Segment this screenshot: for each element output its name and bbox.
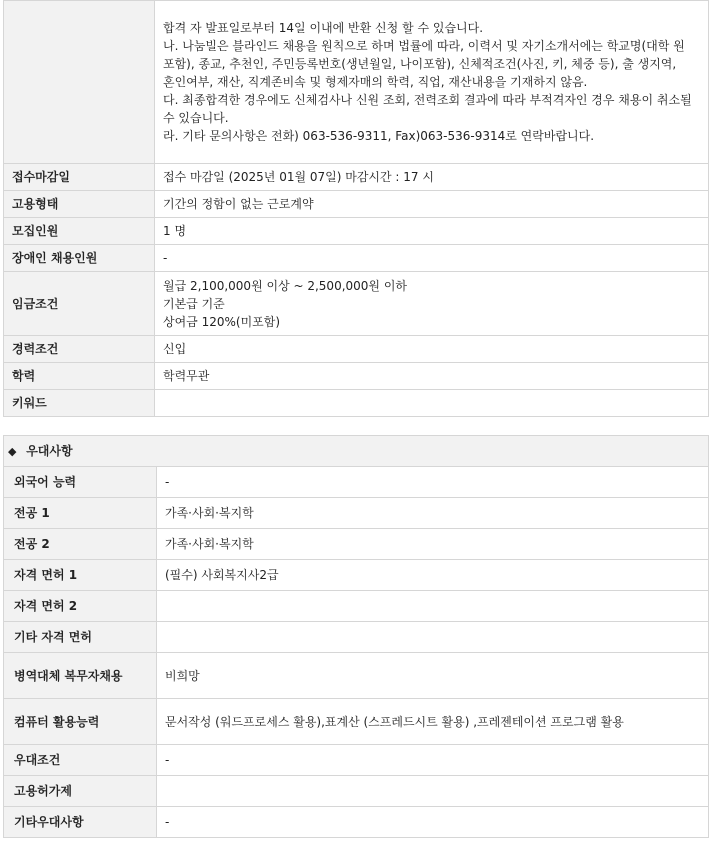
row-label: 기타우대사항 xyxy=(4,807,157,838)
headcount-value: 1 명 xyxy=(155,218,709,245)
other-license-value xyxy=(157,622,709,653)
table-row xyxy=(4,529,709,560)
section-spacer xyxy=(0,417,711,435)
table-row xyxy=(4,591,709,622)
table-row xyxy=(4,191,709,218)
career-value: 신입 xyxy=(155,336,709,363)
row-label: 모집인원 xyxy=(4,218,155,245)
computer-skill-value: 문서작성 (워드프로세스 활용),표계산 (스프레드시트 활용) ,프레젠테이션 프로그램 활용 xyxy=(157,699,709,745)
notice-line: 합격 자 발표일로부터 14일 이내에 반환 신청 할 수 있습니다. xyxy=(163,21,484,35)
table-row xyxy=(4,699,709,745)
employment-type-value: 기간의 정함이 없는 근로계약 xyxy=(155,191,709,218)
row-label: 임금조건 xyxy=(4,272,155,336)
row-label: 고용형태 xyxy=(4,191,155,218)
preference-table xyxy=(3,466,709,838)
table-row xyxy=(4,272,709,336)
table-row xyxy=(4,776,709,807)
row-label: 자격 면허 1 xyxy=(4,560,157,591)
deadline-value: 접수 마감일 (2025년 01월 07일) 마감시간 : 17 시 xyxy=(155,164,709,191)
row-label: 우대조건 xyxy=(4,745,157,776)
table-row xyxy=(4,622,709,653)
wage-value xyxy=(155,272,709,336)
license1-value: (필수) 사회복지사2급 xyxy=(157,560,709,591)
notice-line: 라. 기타 문의사항은 전화) 063-536-9311, Fax)063-536-9314로 연락바랍니다. xyxy=(163,129,595,143)
table-row xyxy=(4,245,709,272)
row-label: 전공 2 xyxy=(4,529,157,560)
table-row xyxy=(4,807,709,838)
row-label: 자격 면허 2 xyxy=(4,591,157,622)
preference-section-header xyxy=(3,435,709,466)
major1-value: 가족·사회·복지학 xyxy=(157,498,709,529)
row-label: 키워드 xyxy=(4,390,155,417)
row-label: 장애인 채용인원 xyxy=(4,245,155,272)
foreign-language-value: - xyxy=(157,467,709,498)
table-row xyxy=(4,745,709,776)
military-substitute-value: 비희망 xyxy=(157,653,709,699)
employment-permit-value xyxy=(157,776,709,807)
row-label: 고용허가제 xyxy=(4,776,157,807)
row-label: 컴퓨터 활용능력 xyxy=(4,699,157,745)
major2-value: 가족·사회·복지학 xyxy=(157,529,709,560)
notice-line: 다. 최종합격한 경우에도 신체검사나 신원 조회, 전력조회 결과에 따라 부적격자인 경우 채용이 취소될 수 있습니다. xyxy=(163,93,692,125)
row-label: 접수마감일 xyxy=(4,164,155,191)
keyword-value xyxy=(155,390,709,417)
table-row xyxy=(4,560,709,591)
job-conditions-table xyxy=(3,0,709,417)
preference-condition-value: - xyxy=(157,745,709,776)
table-row xyxy=(4,1,709,164)
table-row xyxy=(4,653,709,699)
diamond-icon: ◆ xyxy=(8,445,17,458)
table-row xyxy=(4,467,709,498)
row-label: 기타 자격 면허 xyxy=(4,622,157,653)
disabled-hiring-value: - xyxy=(155,245,709,272)
wage-line: 월급 2,100,000원 이상 ~ 2,500,000원 이하 xyxy=(163,278,408,293)
row-label: 외국어 능력 xyxy=(4,467,157,498)
license2-value xyxy=(157,591,709,622)
wage-line: 상여금 120%(미포함) xyxy=(163,314,281,329)
table-row xyxy=(4,363,709,390)
table-row xyxy=(4,164,709,191)
table-row xyxy=(4,498,709,529)
section-title: 우대사항 xyxy=(26,444,73,458)
row-label: 학력 xyxy=(4,363,155,390)
row-label: 전공 1 xyxy=(4,498,157,529)
table-row xyxy=(4,218,709,245)
education-value: 학력무관 xyxy=(155,363,709,390)
row-label-empty xyxy=(4,1,155,164)
table-row xyxy=(4,336,709,363)
notice-line: 나. 나눔빌은 블라인드 채용을 원칙으로 하며 법률에 따라, 이력서 및 자기소개서에는 학교명(대학 원 포함), 종교, 추천인, 주민등록번호(생년월일, 나이포함), 신체적조건(사진, 키, 체중 등), 출 생지역, 혼인여부, 재산, 직계존비속 및 형제자매의 학력, 직업, 재산내용을 기재하지 않음. xyxy=(163,39,685,89)
notice-content xyxy=(155,1,709,164)
row-label: 경력조건 xyxy=(4,336,155,363)
other-preference-value: - xyxy=(157,807,709,838)
wage-line: 기본급 기준 xyxy=(163,296,225,311)
row-label: 병역대체 복무자채용 xyxy=(4,653,157,699)
table-row xyxy=(4,390,709,417)
